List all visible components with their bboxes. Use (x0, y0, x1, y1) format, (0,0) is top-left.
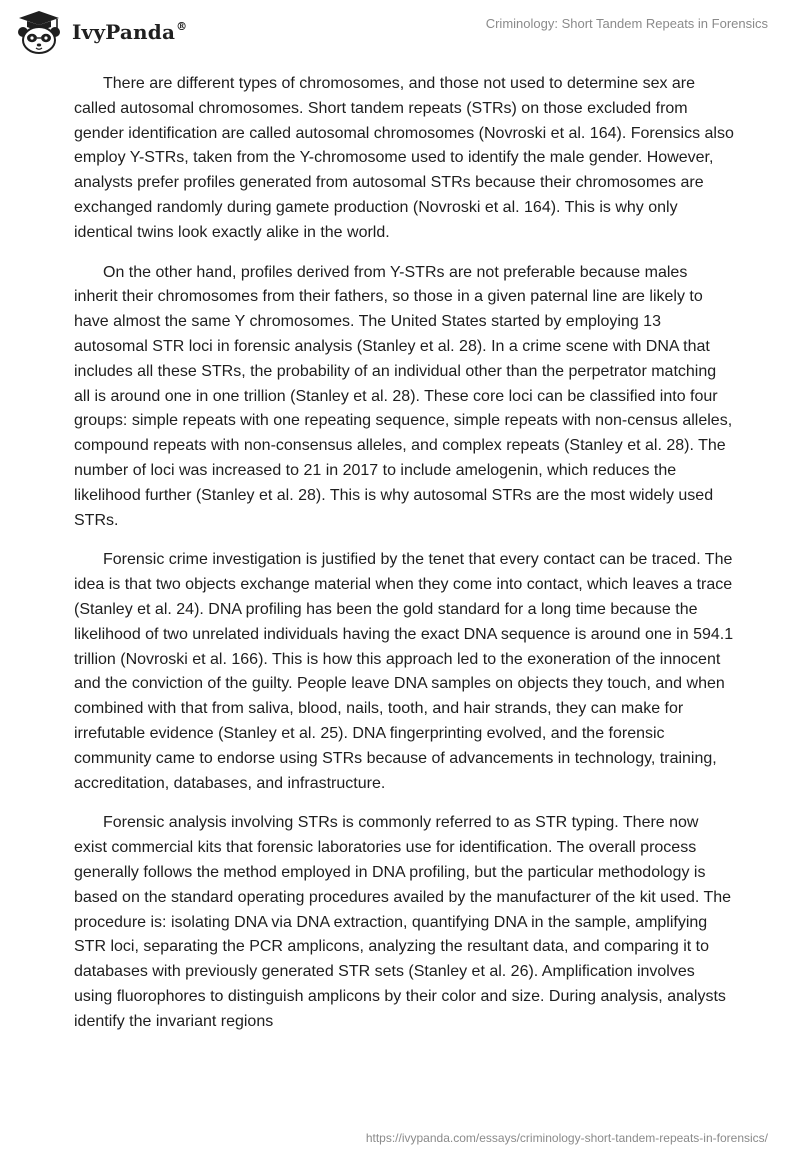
essay-body (74, 72, 734, 1049)
panda-graduate-icon (14, 8, 64, 56)
paragraph-4: Forensic analysis involving STRs is commonly referred to as STR typing. There now exist commercial kits that forensic laboratories use for identification. The overall process generally follows the method employed in DNA profiling, but the particular methodology is based on the standard operating procedures availed by the manufacturer of the kit used. The procedure is: isolating DNA via DNA extraction, quantifying DNA in the sample, amplifying STR loci, separating the PCR amplicons, analyzing the resultant data, and comparing it to databases with previously generated STR sets (Stanley et al. 26). Amplification involves using fluorophores to distinguish amplicons by their color and size. During analysis, analysts identify the invariant regions (74, 814, 732, 1030)
paragraph-1: There are different types of chromosomes, and those not used to determine sex are called autosomal chromosomes. Short tandem repeats (STRs) on those excluded from gender identification are called autosomal chromosomes (Novroski et al. 164). Forensics also employ Y-STRs, taken from the Y-chromosome used to identify the male gender. However, analysts prefer profiles generated from autosomal STRs because their chromosomes are exchanged randomly during gamete production (Novroski et al. 164). This is why only identical twins look exactly alike in the world. (74, 75, 734, 241)
source-url[interactable]: https://ivypanda.com/essays/criminology-short-tandem-repeats-in-forensics/ (365, 1131, 768, 1145)
page-header (0, 0, 800, 60)
brand-name: IvyPanda® (72, 20, 188, 44)
brand-logo[interactable] (14, 8, 187, 56)
paragraph-3: Forensic crime investigation is justified by the tenet that every contact can be traced. The idea is that two objects exchange material when they come into contact, which leaves a trace (Stanley et al. 24). DNA profiling has been the gold standard for a long time because the likelihood of two unrelated individuals having the exact DNA sequence is around one in 594.1 trillion (Novroski et al. 166). This is how this approach led to the exoneration of the innocent and the conviction of the guilty. People leave DNA samples on objects they touch, and when combined with that from saliva, blood, nails, tooth, and hair strands, they can make for irrefutable evidence (Stanley et al. 25). DNA fingerprinting evolved, and the forensic community came to endorse using STRs because of advancements in technology, training, accreditation, databases, and infrastructure. (74, 551, 734, 792)
document-title: Criminology: Short Tandem Repeats in Forensics (485, 16, 768, 31)
registered-mark: ® (176, 20, 188, 33)
paragraph-2: On the other hand, profiles derived from Y-STRs are not preferable because males inherit their chromosomes from their fathers, so those in a given paternal line are likely to have almost the same Y chromosomes. The United States started by employing 13 autosomal STR loci in forensic analysis (Stanley et al. 28). In a crime scene with DNA that includes all these STRs, the probability of an individual other than the perpetrator matching all is around one in one trillion (Stanley et al. 28). These core loci can be classified into four groups: simple repeats with one repeating sequence, simple repeats with non-census alleles, compound repeats with non-consensus alleles, and complex repeats (Stanley et al. 28). The number of loci was increased to 21 in 2017 to include amelogenin, which reduces the likelihood further (Stanley et al. 28). This is why autosomal STRs are the most widely used STRs. (74, 263, 733, 529)
